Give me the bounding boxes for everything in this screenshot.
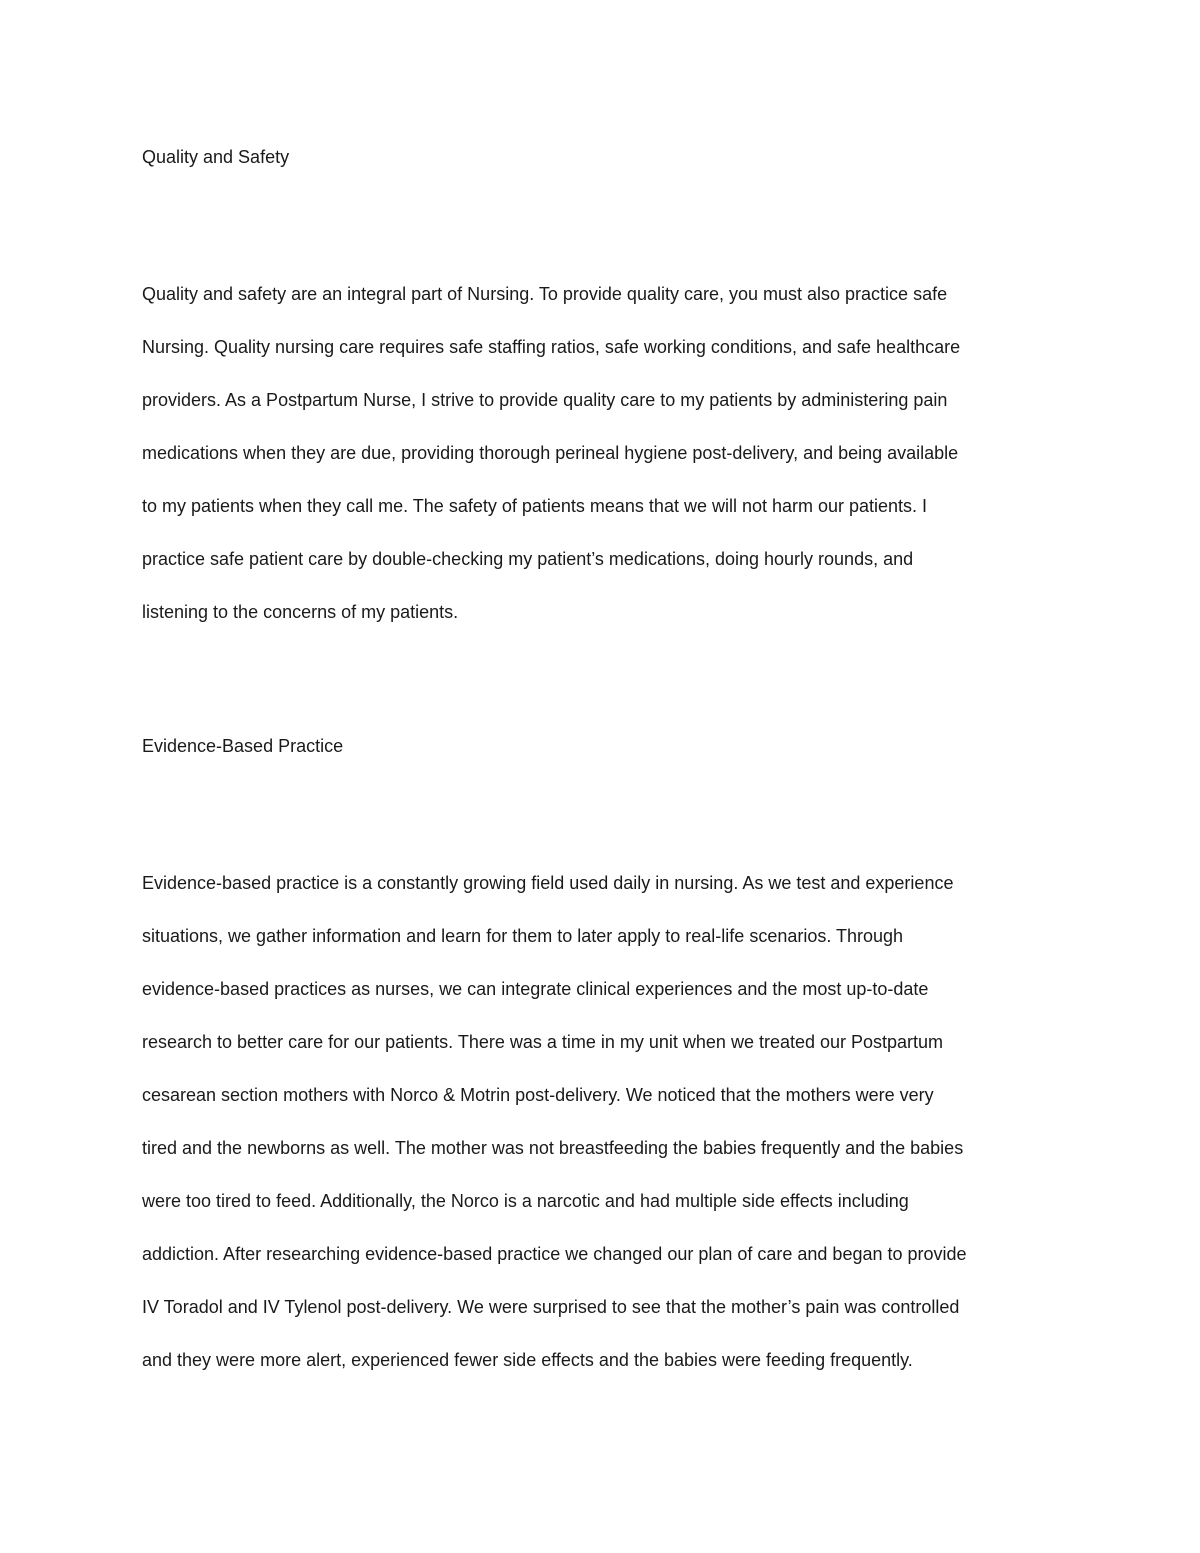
section-body <box>142 282 960 653</box>
body-line: tired and the newborns as well. The mother was not breastfeeding the babies frequently and the babies <box>142 1138 964 1158</box>
body-line: addiction. After researching evidence-based practice we changed our plan of care and began to provide <box>142 1244 967 1264</box>
section-heading: Evidence-Based Practice <box>142 736 344 756</box>
section-body <box>142 871 967 1401</box>
body-line: practice safe patient care by double-checking my patient’s medications, doing hourly rounds, and <box>142 549 914 569</box>
body-line: IV Toradol and IV Tylenol post-delivery. We were surprised to see that the mother’s pain was controlled <box>142 1297 960 1317</box>
body-line: and they were more alert, experienced fewer side effects and the babies were feeding frequently. <box>142 1350 913 1370</box>
body-line: medications when they are due, providing thorough perineal hygiene post-delivery, and being available <box>142 443 959 463</box>
body-line: Nursing. Quality nursing care requires safe staffing ratios, safe working conditions, and safe healthcare <box>142 337 961 357</box>
body-line: evidence-based practices as nurses, we can integrate clinical experiences and the most up-to-date <box>142 979 929 999</box>
body-line: were too tired to feed. Additionally, the Norco is a narcotic and had multiple side effects including <box>142 1191 909 1211</box>
body-line: providers. As a Postpartum Nurse, I strive to provide quality care to my patients by administering pain <box>142 390 948 410</box>
section-heading: Quality and Safety <box>142 147 290 167</box>
body-line: Quality and safety are an integral part of Nursing. To provide quality care, you must also practice safe <box>142 284 948 304</box>
body-line: research to better care for our patients. There was a time in my unit when we treated our Postpartum <box>142 1032 944 1052</box>
body-line: listening to the concerns of my patients. <box>142 602 459 622</box>
body-line: to my patients when they call me. The safety of patients means that we will not harm our patients. I <box>142 496 928 516</box>
body-line: Evidence-based practice is a constantly growing field used daily in nursing. As we test and experience <box>142 873 954 893</box>
body-line: cesarean section mothers with Norco & Motrin post-delivery. We noticed that the mothers were very <box>142 1085 934 1105</box>
body-line: situations, we gather information and learn for them to later apply to real-life scenarios. Through <box>142 926 904 946</box>
